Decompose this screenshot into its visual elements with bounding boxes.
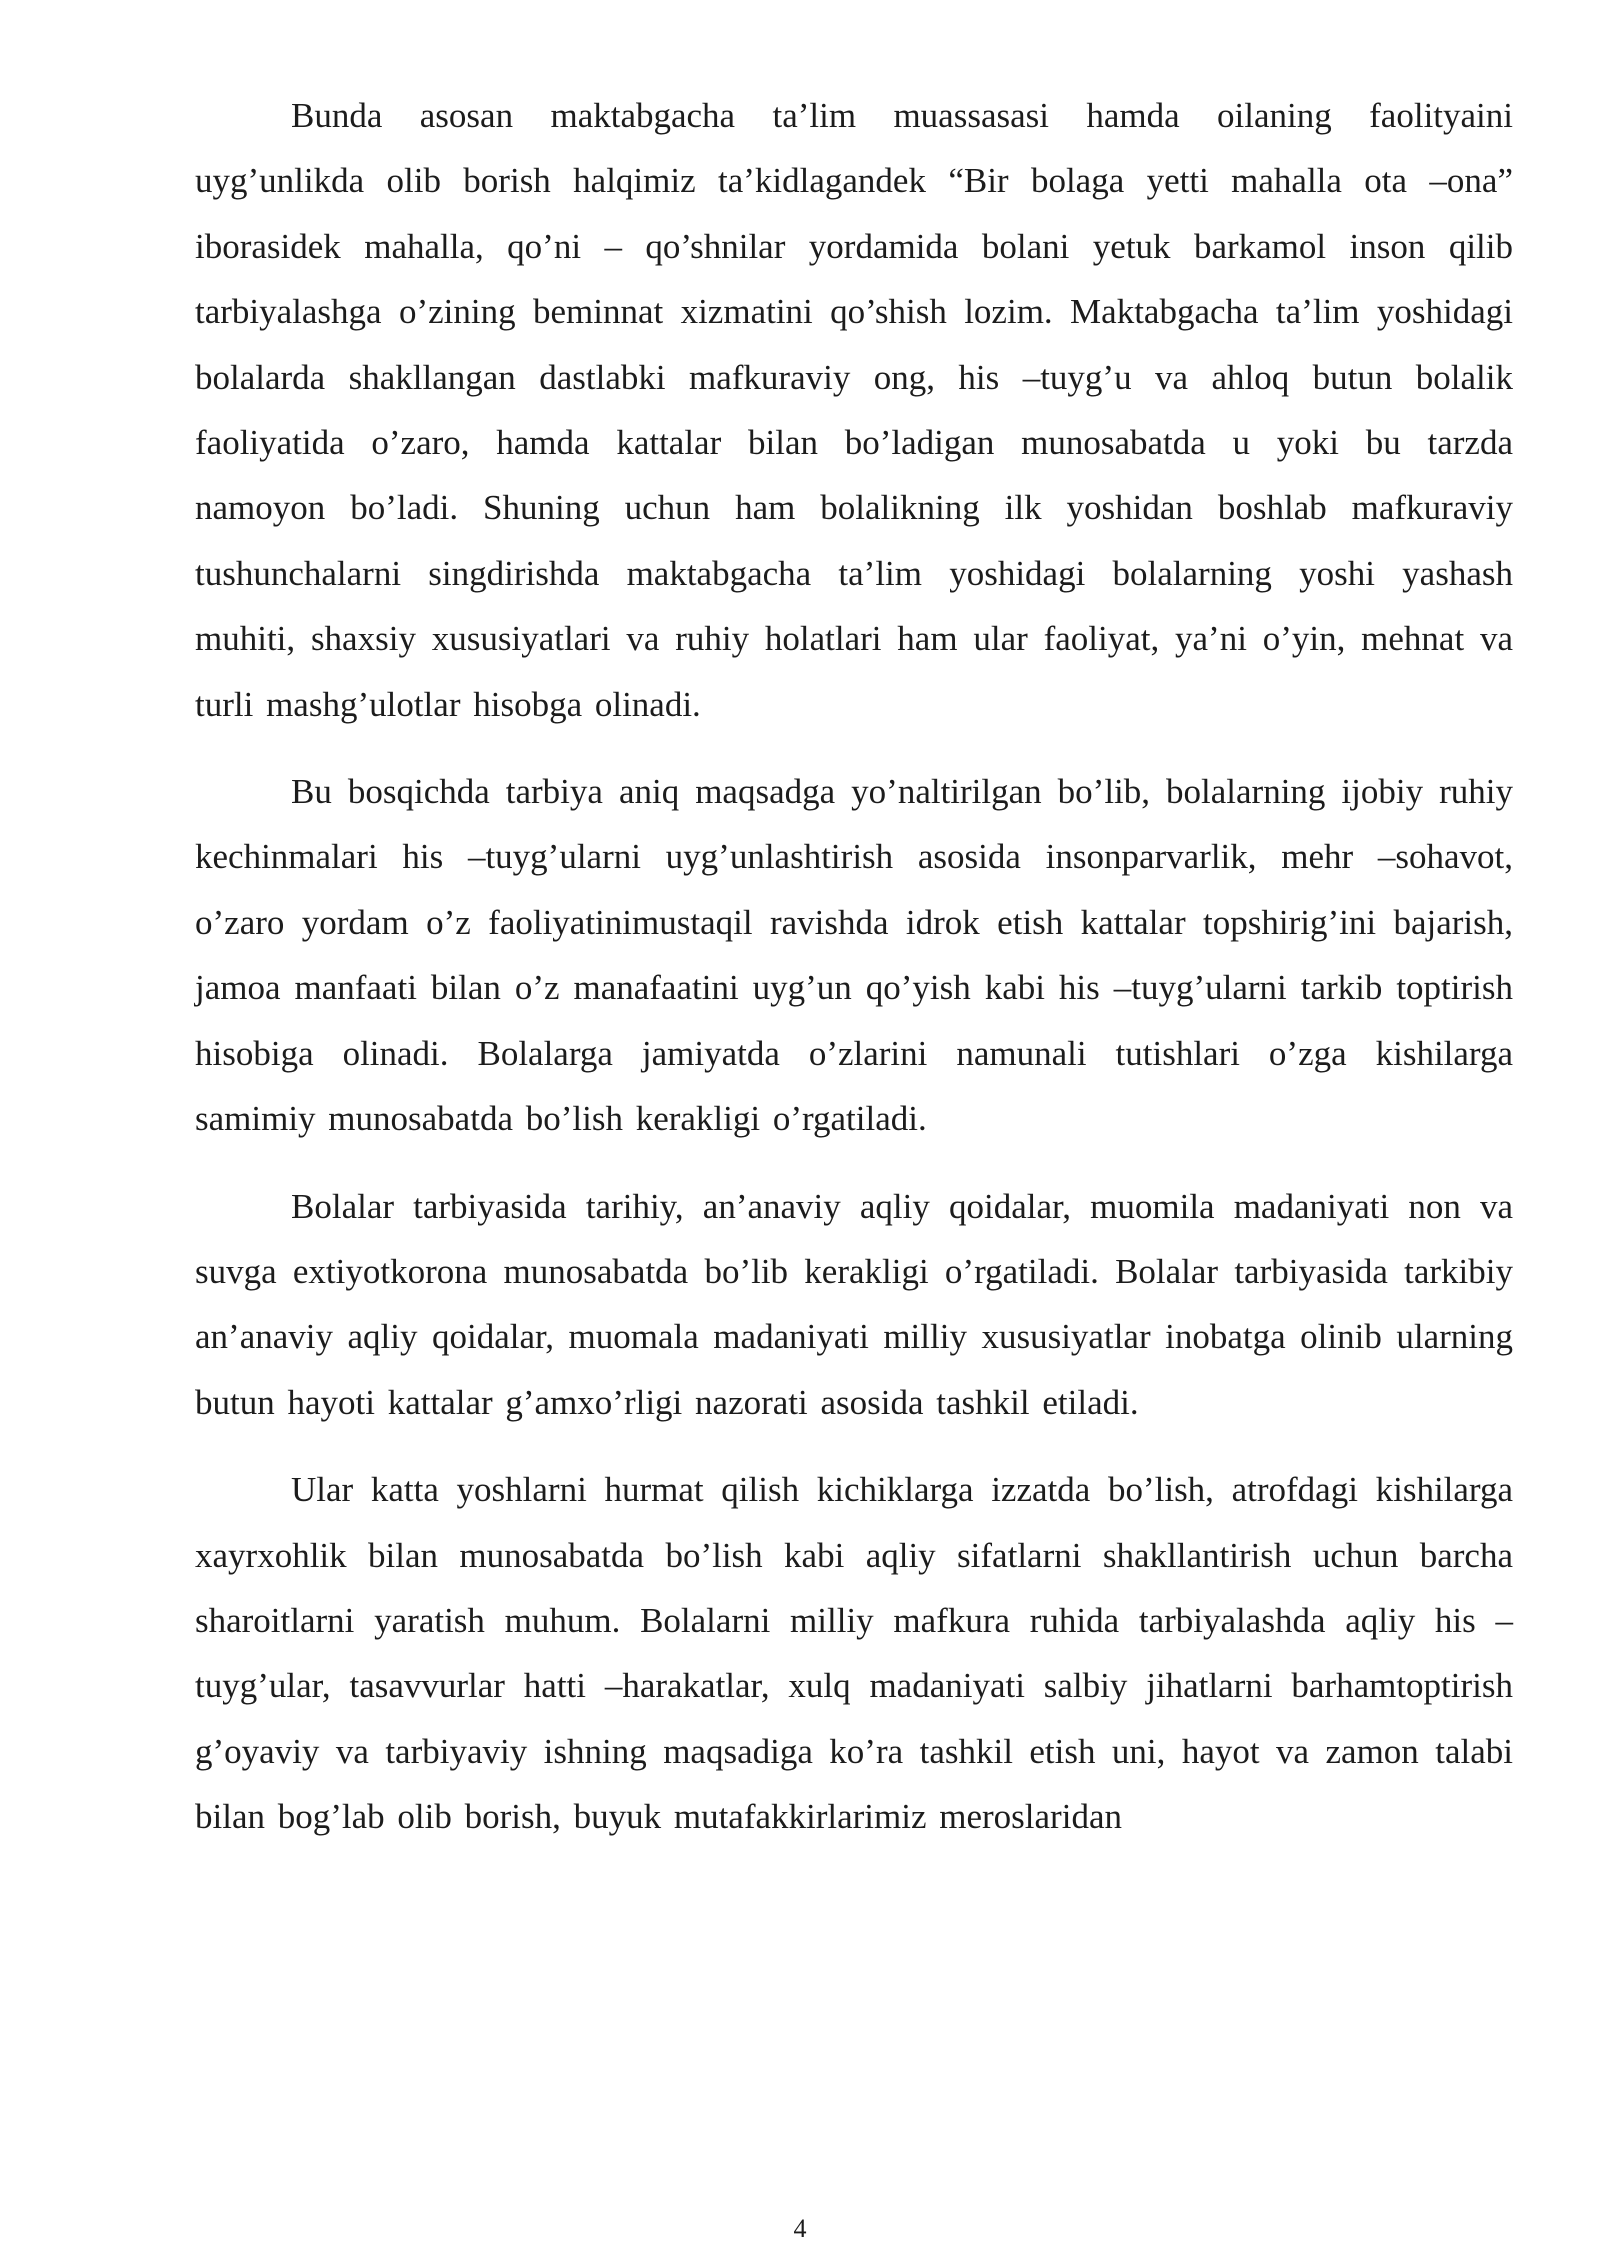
paragraph-3: Bolalar tarbiyasida tarihiy, an’anaviy aqliy qoidalar, muomila madaniyati non va suvga extiyotkorona munosabatda bo’lib kerakligi o’rgatiladi. Bolalar tarbiyasida tarkibiy an’anaviy aqliy qoidalar, muomala madaniyati milliy xususiyatlar inobatga olinib ularning butun hayoti kattalar g’amxo’rligi nazorati asosida tashkil etiladi. — [195, 1186, 1513, 1422]
paragraph-4: Ular katta yoshlarni hurmat qilish kichiklarga izzatda bo’lish, atrofdagi kishilarga xayrxohlik bilan munosabatda bo’lish kabi aqliy sifatlarni shakllantirish uchun barcha sharoitlarni yaratish muhum. Bolalarni milliy mafkura ruhida tarbiyalashda aqliy his – tuyg’ular, tasavvurlar hatti –harakatlar, xulq madaniyati salbiy jihatlarni barhamtoptirish g’oyaviy va tarbiyaviy ishning maqsadiga ko’ra tashkil etish uni, hayot va zamon talabi bilan bog’lab olib borish, buyuk mutafakkirlarimiz meroslaridan — [195, 1470, 1513, 1837]
document-body — [195, 83, 1513, 1872]
page-number: 4 — [793, 2214, 807, 2243]
paragraph-1: Bunda asosan maktabgacha ta’lim muassasasi hamda oilaning faolityaini uyg’unlikda olib borish halqimiz ta’kidlagandek “Bir bolaga yetti mahalla ota –ona” iborasidek mahalla, qo’ni – qo’shnilar yordamida bolani yetuk barkamol inson qilib tarbiyalashga o’zining beminnat xizmatini qo’shish lozim. Maktabgacha ta’lim yoshidagi bolalarda shakllangan dastlabki mafkuraviy ong, his –tuyg’u va ahloq butun bolalik faoliyatida o’zaro, hamda kattalar bilan bo’ladigan munosabatda u yoki bu tarzda namoyon bo’ladi. Shuning uchun ham bolalikning ilk yoshidan boshlab mafkuraviy tushunchalarni singdirishda maktabgacha ta’lim yoshidagi bolalarning yoshi yashash muhiti, shaxsiy xususiyatlari va ruhiy holatlari ham ular faoliyat, ya’ni o’yin, mehnat va turli mashg’ulotlar hisobga olinadi. — [195, 96, 1513, 724]
paragraph-2: Bu bosqichda tarbiya aniq maqsadga yo’naltirilgan bo’lib, bolalarning ijobiy ruhiy kechinmalari his –tuyg’ularni uyg’unlashtirish asosida insonparvarlik, mehr –sohavot, o’zaro yordam o’z faoliyatinimustaqil ravishda idrok etish kattalar topshirig’ini bajarish, jamoa manfaati bilan o’z manafaatini uyg’un qo’yish kabi his –tuyg’ularni tarkib toptirish hisobiga olinadi. Bolalarga jamiyatda o’zlarini namunali tutishlari o’zga kishilarga samimiy munosabatda bo’lish kerakligi o’rgatiladi. — [195, 772, 1513, 1139]
